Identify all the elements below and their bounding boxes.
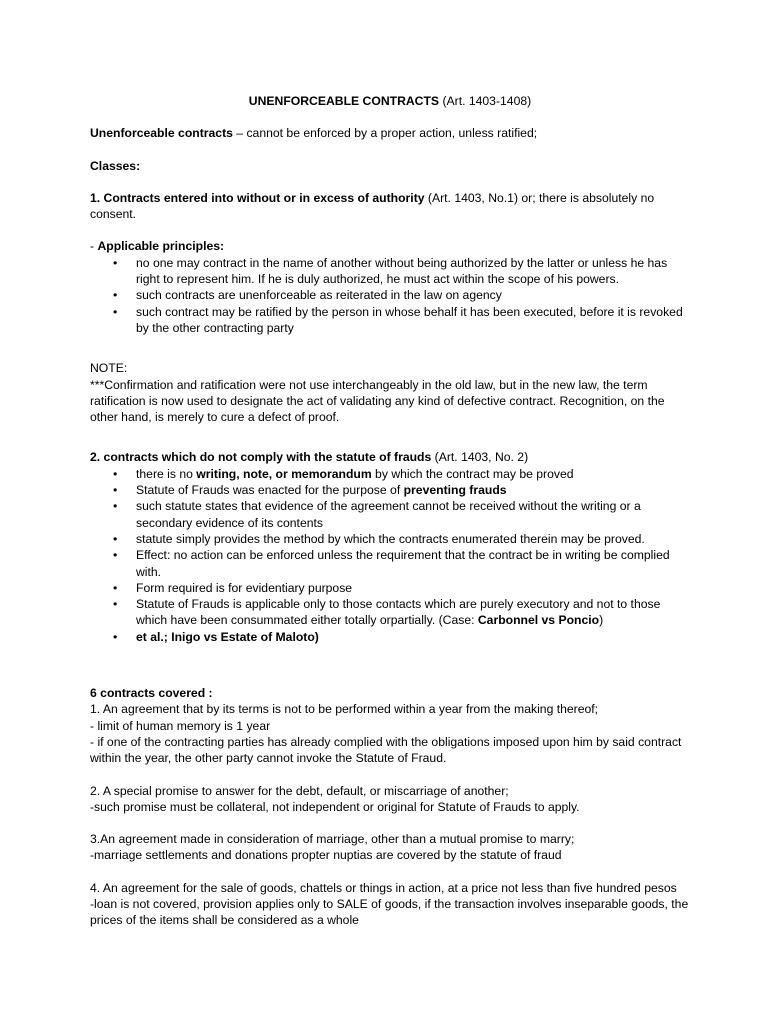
- covered-item-4-title: 4. An agreement for the sale of goods, chattels or things in action, at a price not less than five hundred pesos: [90, 880, 677, 895]
- list-item: • such contracts are unenforceable as reiterated in the law on agency: [113, 288, 502, 303]
- list-item: • there is no writing, note, or memorandum by which the contract may be proved: [113, 466, 574, 481]
- bullet-icon: •: [113, 597, 118, 612]
- covered-item-1-title: 1. An agreement that by its terms is not to be performed within a year from the making thereof;: [90, 702, 599, 717]
- list-item: • Statute of Frauds is applicable only to those contacts which are purely executory and not to those which have been consummated either totally orpartially. (Case: Carbonnel vs Poncio): [113, 597, 661, 628]
- bullet-icon: •: [113, 499, 118, 514]
- definition-paragraph: Unenforceable contracts – cannot be enforced by a proper action, unless ratified;: [90, 126, 538, 141]
- principles-heading: - Applicable principles:: [90, 239, 225, 254]
- bullet-icon: •: [113, 466, 118, 481]
- class-1-heading: 1. Contracts entered into without or in excess of authority (Art. 1403, No.1) or; there is absolutely no consent.: [90, 190, 655, 222]
- class-2-heading: 2. contracts which do not comply with the statute of frauds (Art. 1403, No. 2): [90, 450, 529, 465]
- document-content: [90, 93, 690, 929]
- bullet-icon: •: [113, 629, 118, 644]
- bullet-icon: •: [113, 548, 118, 563]
- bullet-icon: •: [113, 255, 118, 270]
- covered-item-3-title: 3.An agreement made in consideration of marriage, other than a mutual promise to marry;: [90, 832, 575, 847]
- list-item: • Statute of Frauds was enacted for the purpose of preventing frauds: [113, 483, 507, 498]
- list-item: • such contract may be ratified by the person in whose behalf it has been executed, before it is revoked by the other contracting party: [113, 304, 683, 335]
- covered-heading: 6 contracts covered :: [90, 686, 213, 701]
- bullet-icon: •: [113, 288, 118, 303]
- bullet-icon: •: [113, 580, 118, 595]
- covered-item-3-note: -marriage settlements and donations propter nuptias are covered by the statute of fraud: [90, 848, 562, 863]
- statute-list: [90, 466, 690, 645]
- note-label: NOTE:: [90, 361, 128, 376]
- bullet-icon: •: [113, 304, 118, 319]
- covered-item-1-note: - limit of human memory is 1 year: [90, 718, 271, 733]
- list-item: • et al.; Inigo vs Estate of Maloto): [113, 629, 319, 644]
- list-item: • no one may contract in the name of another without being authorized by the latter or unless he has right to represent him. If he is duly authorized, he must act within the scope of his powers.: [113, 255, 668, 287]
- covered-item-2-title: 2. A special promise to answer for the debt, default, or miscarriage of another;: [90, 783, 509, 798]
- bullet-icon: •: [113, 531, 118, 546]
- principles-list: [90, 255, 690, 336]
- list-item: • statute simply provides the method by which the contracts enumerated therein may be proved.: [113, 531, 645, 546]
- covered-item-4-note: -loan is not covered, provision applies only to SALE of goods, if the transaction involves inseparable goods, the prices of the items shall be considered as a whole: [90, 896, 689, 928]
- list-item: • Effect: no action can be enforced unless the requirement that the contract be in writing be complied with.: [113, 548, 670, 579]
- bullet-icon: •: [113, 483, 118, 498]
- document-title: UNENFORCEABLE CONTRACTS (Art. 1403-1408): [248, 94, 532, 108]
- list-item: • Form required is for evidentiary purpose: [113, 580, 353, 595]
- list-item: • such statute states that evidence of the agreement cannot be received without the writing or a secondary evidence of its contents: [113, 499, 641, 530]
- covered-item-1-note: - if one of the contracting parties has already complied with the obligations imposed upon him by said contract within the year, the other party cannot invoke the Statute of Fraud.: [90, 734, 682, 766]
- classes-heading: Classes:: [90, 158, 141, 173]
- note-text: ***Confirmation and ratification were not use interchangeably in the old law, but in the new law, the term ratification is now used to designate the act of validating any kind of defective contract. Recognition, on the other hand, is merely to cure a defect of proof.: [90, 377, 665, 425]
- covered-item-2-note: -such promise must be collateral, not independent or original for Statute of Frauds to apply.: [90, 799, 580, 814]
